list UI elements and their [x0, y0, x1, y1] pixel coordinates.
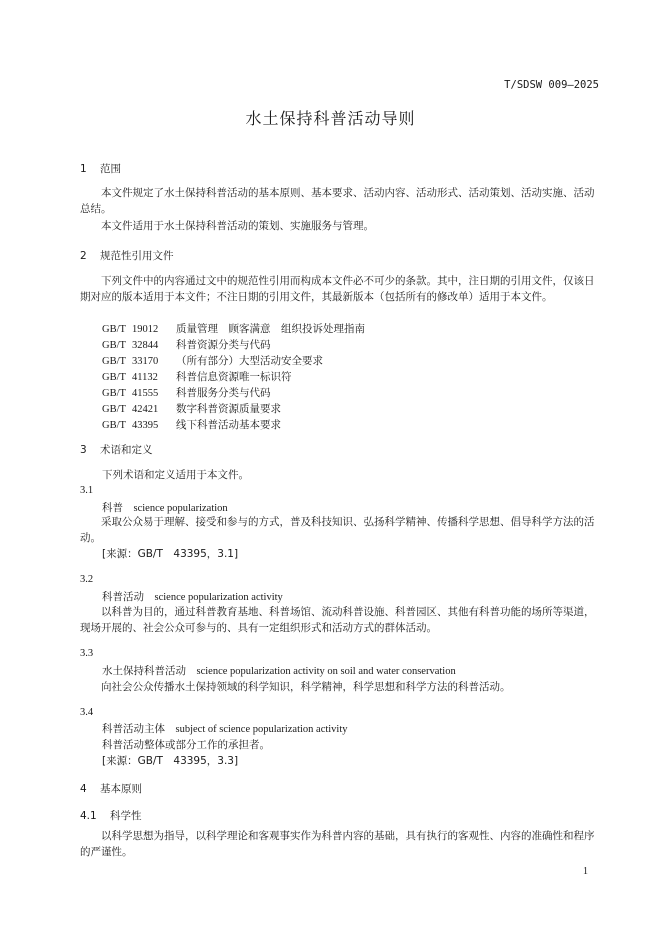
section-3-heading [80, 442, 153, 457]
paragraph: 以科学思想为指导，以科学理论和客观事实作为科普内容的基础，具有执行的客观性、内容的准确性和程序的严谨性。 [80, 830, 595, 858]
paragraph: 本文件规定了水土保持科普活动的基本原则、基本要求、活动内容、活动形式、活动策划、活动实施、活动总结。 [80, 187, 595, 215]
reference-item: GB/T 33170 （所有部分）大型活动安全要求 [102, 355, 323, 367]
term-number: 3.3 [80, 648, 94, 659]
subsection-4-1-heading [80, 808, 142, 823]
term-zh: 科普活动主体 [102, 723, 165, 735]
paragraph: 本文件适用于水土保持科普活动的策划、实施服务与管理。 [101, 220, 374, 232]
section-2-heading [80, 248, 174, 263]
term-zh: 科普 [102, 502, 123, 514]
reference-item: GB/T 41555 科普服务分类与代码 [102, 387, 271, 399]
reference-item: GB/T 41132 科普信息资源唯一标识符 [102, 371, 292, 383]
term-zh: 水土保持科普活动 [102, 665, 186, 677]
term-number: 3.4 [80, 707, 94, 718]
term-en: science popularization activity [154, 592, 283, 603]
section-number: 4 [80, 783, 87, 795]
section-number: 3 [80, 444, 87, 456]
section-number: 1 [80, 163, 87, 175]
subsection-title: 科学性 [110, 810, 142, 822]
paragraph: 下列文件中的内容通过文中的规范性引用而构成本文件必不可少的条款。其中，注日期的引用文件，仅该日期对应的版本适用于本文件；不注日期的引用文件，其最新版本（包括所有的修改单）适用于本文件。 [80, 275, 595, 303]
section-4-heading [80, 781, 142, 796]
section-1-heading [80, 161, 121, 176]
section-title: 基本原则 [100, 783, 142, 795]
reference-item: GB/T 19012 质量管理 顾客满意 组织投诉处理指南 [102, 323, 365, 335]
reference-item: GB/T 43395 线下科普活动基本要求 [102, 419, 281, 431]
page-number: 1 [583, 866, 588, 877]
term-definition: 向社会公众传播水土保持领域的科学知识，科学精神，科学思想和科学方法的科普活动。 [101, 681, 511, 693]
term-number: 3.1 [80, 485, 94, 496]
term-zh: 科普活动 [102, 591, 144, 603]
section-title: 术语和定义 [100, 444, 153, 456]
subsection-number: 4.1 [80, 810, 97, 822]
term-number: 3.2 [80, 574, 94, 585]
section-number: 2 [80, 250, 87, 262]
standard-code: T/SDSW 009—2025 [504, 79, 599, 91]
section-title: 规范性引用文件 [100, 250, 174, 262]
term-en: subject of science popularization activity [175, 724, 348, 735]
term-definition: 以科普为目的，通过科普教育基地、科普场馆、流动科普设施、科普园区、其他有科普功能的场所等渠道，现场开展的、社会公众可参与的、具有一定组织形式和活动方式的群体活动。 [80, 606, 595, 634]
term-heading [102, 721, 348, 738]
term-en: science popularization activity on soil and water conservation [196, 666, 456, 677]
term-en: science popularization [133, 503, 228, 514]
paragraph: 下列术语和定义适用于本文件。 [102, 469, 249, 481]
term-definition: 采取公众易于理解、接受和参与的方式，普及科技知识、弘扬科学精神、传播科学思想、倡导科学方法的活动。 [80, 516, 595, 544]
reference-item: GB/T 42421 数字科普资源质量要求 [102, 403, 281, 415]
term-definition: 科普活动整体或部分工作的承担者。 [102, 739, 270, 751]
term-source: [来源：GB/T 43395，3.1] [102, 548, 239, 560]
term-heading [102, 663, 456, 680]
section-title: 范围 [100, 163, 121, 175]
term-source: [来源：GB/T 43395，3.3] [102, 755, 239, 767]
document-title: 水土保持科普活动导则 [245, 109, 416, 128]
reference-item: GB/T 32844 科普资源分类与代码 [102, 339, 271, 351]
